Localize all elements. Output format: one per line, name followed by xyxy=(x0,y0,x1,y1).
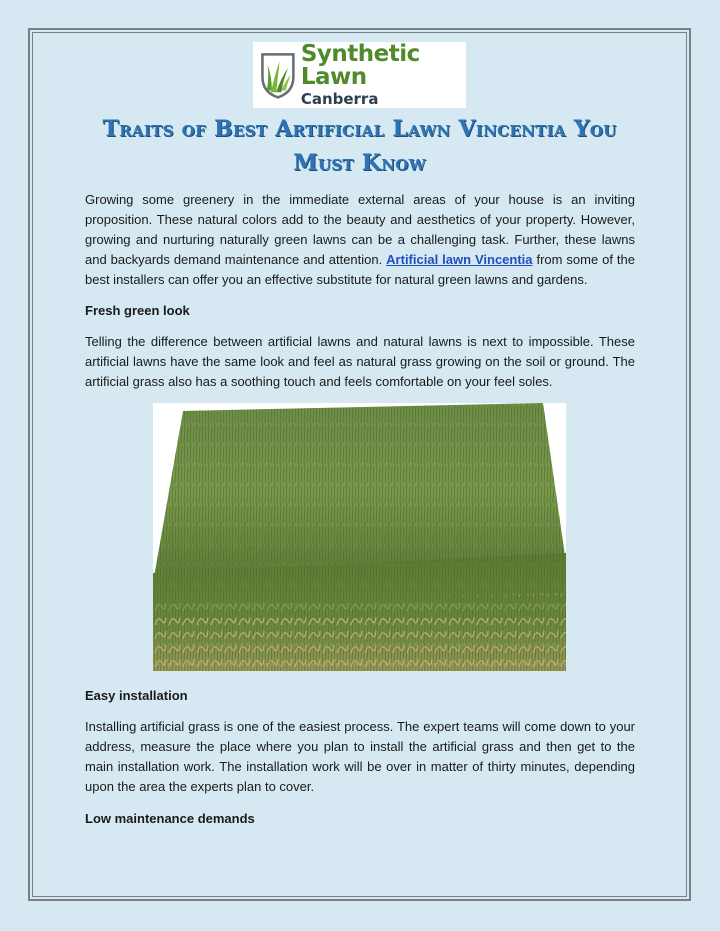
grass-shield-icon xyxy=(259,47,297,103)
intro-paragraph: Growing some greenery in the immediate external areas of your house is an inviting proposition. These natural colors add to the beauty and aesthetics of your property. However, growing and nurturing naturally green lawns can be a challenging task. Further, these lawns and backyards demand maintenance and attention. Artificial lawn Vincentia from some of the best installers can offer you an effective substitute for natural green lawns and gardens. xyxy=(85,192,635,287)
section-heading-low-maintenance: Low maintenance demands xyxy=(85,811,255,826)
intro-paragraph-block xyxy=(85,190,635,290)
section-text-fresh-green: Telling the difference between artificial lawns and natural lawns is next to impossible. These artificial lawns have the same look and feel as natural grass growing on the soil or ground. The artificial grass also has a soothing touch and feels comfortable on your feel soles. xyxy=(85,334,635,389)
section-heading-fresh-green: Fresh green look xyxy=(85,303,190,318)
logo-wordmark: Synthetic Lawn xyxy=(300,41,420,90)
section-text-easy-installation: Installing artificial grass is one of the easiest process. The expert teams will come down to your address, measure the place where you plan to install the artificial grass and then get to the main installation work. The installation work will be over in matter of thirty minutes, depending upon the area the experts plan to cover. xyxy=(85,719,635,794)
artificial-lawn-link[interactable]: Artificial lawn Vincentia xyxy=(386,252,533,267)
section-heading-easy-installation: Easy installation xyxy=(85,688,188,703)
artificial-grass-image xyxy=(153,403,566,671)
logo-subtitle: Canberra xyxy=(300,90,379,108)
page-title: Traits of Best Artificial Lawn Vincentia You Must Know xyxy=(102,116,617,176)
company-logo xyxy=(253,42,466,108)
